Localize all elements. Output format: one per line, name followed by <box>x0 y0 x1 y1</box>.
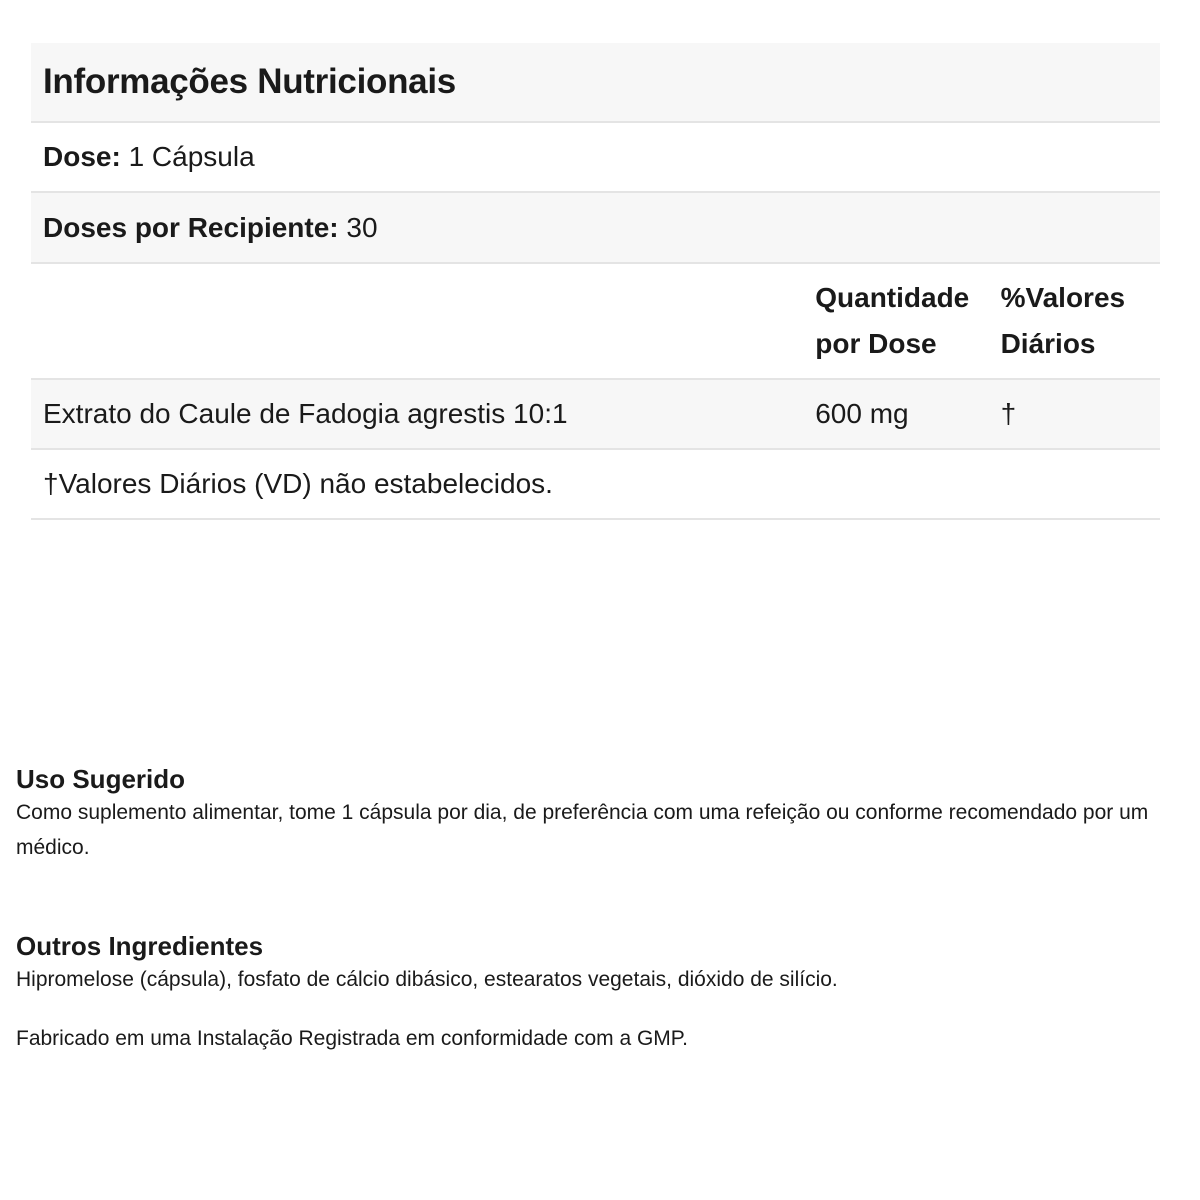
table-row <box>31 380 1160 450</box>
column-header-row <box>31 264 1160 380</box>
gmp-statement: Fabricado em uma Instalação Registrada em conformidade com a GMP. <box>16 1027 688 1050</box>
dose-row <box>31 123 1160 193</box>
nutrition-facts-table <box>31 43 1160 520</box>
header-amount-line1: Quantidade <box>815 282 970 313</box>
servings-value: 30 <box>346 211 378 243</box>
suggested-use-text: Como suplemento alimentar, tome 1 cápsula por dia, de preferência com uma refeição ou conforme recomendado por um médico. <box>16 801 1149 859</box>
ingredient-daily-value: † <box>1000 398 1017 429</box>
facts-title-row <box>31 43 1160 123</box>
facts-title: Informações Nutricionais <box>43 62 456 101</box>
servings-row <box>31 193 1160 264</box>
ingredient-amount: 600 mg <box>815 398 909 429</box>
footnote: †Valores Diários (VD) não estabelecidos. <box>43 468 553 499</box>
dose-value: 1 Cápsula <box>128 141 255 172</box>
header-dv-line2: Diários <box>1000 328 1096 359</box>
header-dv-line1: %Valores <box>1000 282 1126 313</box>
other-ingredients-section <box>16 930 1186 1056</box>
ingredient-name: Extrato do Caule de Fadogia agrestis 10:1 <box>43 398 568 429</box>
header-amount <box>815 275 1000 367</box>
header-daily-value <box>1001 275 1160 367</box>
suggested-use-heading: Uso Sugerido <box>16 764 186 794</box>
dose-label: Dose: <box>43 141 121 172</box>
header-amount-line2: por Dose <box>815 328 937 359</box>
servings-label: Doses por Recipiente: <box>43 211 339 243</box>
footnote-row <box>31 450 1160 520</box>
suggested-use-section <box>16 763 1186 865</box>
other-ingredients-heading: Outros Ingredientes <box>16 931 264 961</box>
other-ingredients-text: Hipromelose (cápsula), fosfato de cálcio dibásico, estearatos vegetais, dióxido de silício. <box>16 968 838 991</box>
